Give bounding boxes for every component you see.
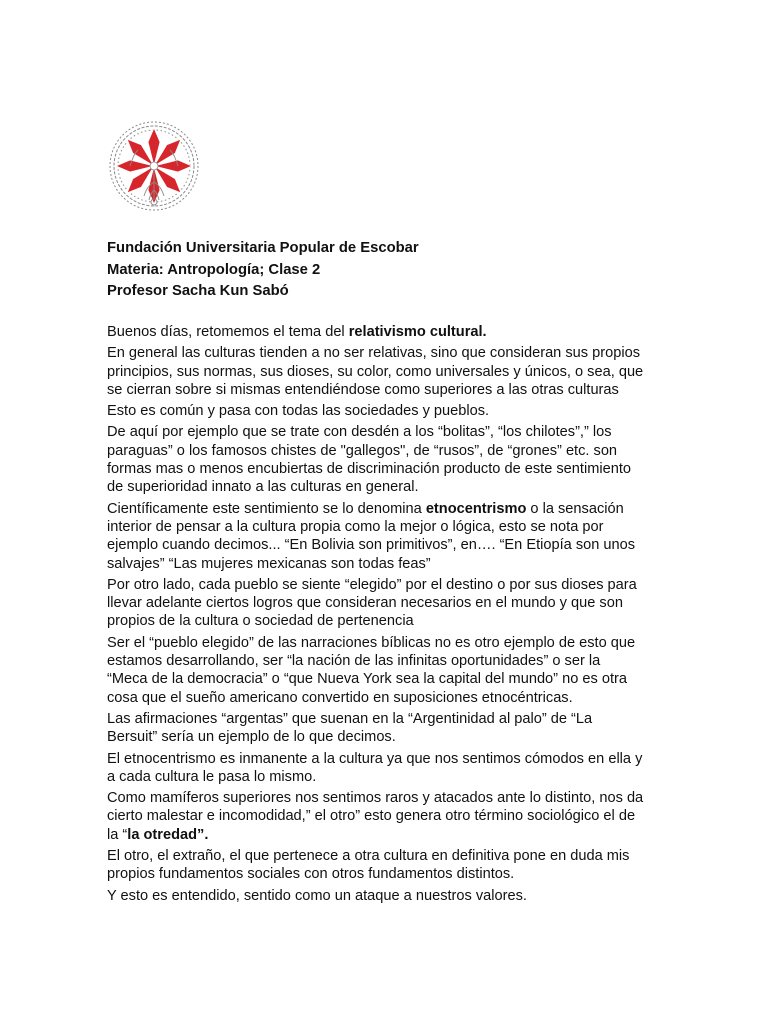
paragraph-line: cosa que el sueño americano convertido en suposiciones etnocéntricas. — [107, 689, 573, 706]
paragraph-11 — [107, 847, 667, 884]
document-body — [107, 323, 667, 908]
paragraph-line: propios fundamentos sociales con otros fundamentos distintos. — [107, 866, 515, 883]
paragraph-3 — [107, 402, 667, 420]
paragraph-7 — [107, 634, 667, 707]
paragraph-line: a cada cultura le pasa lo mismo. — [107, 768, 317, 785]
professor-line: Profesor Sacha Kun Sabó — [107, 283, 289, 299]
text-run: o la sensación — [526, 500, 624, 517]
paragraph-line: El etnocentrismo es inmanente a la cultura ya que nos sentimos cómodos en ella y — [107, 750, 643, 767]
paragraph-line: de superioridad innato a las culturas en general. — [107, 479, 419, 496]
paragraph-line: Las afirmaciones “argentas” que suenan en la “Argentinidad al palo” de “La — [107, 710, 593, 727]
bold-term: relativismo cultural. — [348, 324, 487, 340]
text-run: la “ — [107, 826, 128, 843]
paragraph-4 — [107, 423, 667, 496]
paragraph-line — [107, 500, 667, 518]
text-run: Buenos días, retomemos el tema del — [107, 324, 349, 340]
bold-term: etnocentrismo — [425, 500, 527, 517]
subject-line: Materia: Antropología; Clase 2 — [107, 261, 321, 278]
paragraph-line: formas mas o menos encubiertas de discriminación producto de este sentimiento — [107, 461, 632, 478]
paragraph-line: Bersuit” sería un ejemplo de lo que decimos. — [107, 729, 396, 746]
paragraph-10 — [107, 789, 667, 844]
paragraph-line: ejemplo cuando decimos... “En Bolivia son primitivos”, en…. “En Etiopía son unos — [107, 537, 636, 554]
paragraph-line: interior de pensar a la cultura propia como la mejor o lógica, esto se nota por — [107, 518, 604, 535]
document-header — [107, 238, 667, 303]
paragraph-line: llevar adelante ciertos logros que consideran necesarios en el mundo y que son — [107, 595, 623, 612]
paragraph-8 — [107, 710, 667, 747]
paragraph-9 — [107, 750, 667, 787]
paragraph-6 — [107, 576, 667, 631]
red-star-flower-emblem-icon — [108, 120, 200, 212]
paragraph-line: se cierran sobre si mismas entendiéndose como superiores a las otras culturas — [107, 381, 619, 398]
paragraph-line: estamos desarrollando, ser “la nación de las infinitas oportunidades” o ser la — [107, 653, 601, 670]
paragraph-line — [107, 826, 667, 844]
paragraph-line: Ser el “pueblo elegido” de las narraciones bíblicas no es otro ejemplo de esto que — [107, 634, 636, 651]
paragraph-1 — [107, 323, 667, 341]
paragraph-line: Como mamíferos superiores nos sentimos raros y atacados ante lo distinto, nos da — [107, 790, 644, 807]
paragraph-line: salvajes” “Las mujeres mexicanas son todas feas” — [107, 555, 431, 572]
paragraph-line: El otro, el extraño, el que pertenece a otra cultura en definitiva pone en duda mis — [107, 848, 630, 865]
paragraph-line: cierto malestar e incomodidad,” el otro” esto genera otro término sociológico el de — [107, 808, 636, 825]
paragraph-line: paraguas” o los famosos chistes de "gallegos", de “rusos”, de “grones” etc. son — [107, 442, 618, 459]
paragraph-line — [107, 323, 667, 341]
paragraph-line: “Meca de la democracia” o “que Nueva York sea la capital del mundo” no es otra — [107, 671, 627, 688]
paragraph-line: propios de la cultura o sociedad de pertenencia — [107, 613, 414, 630]
paragraph-line: Esto es común y pasa con todas las sociedades y pueblos. — [107, 403, 490, 420]
text-run: Científicamente este sentimiento se lo denomina — [107, 500, 426, 517]
paragraph-line: principios, sus normas, sus dioses, su color, como universales y únicos, o sea, que — [107, 363, 644, 380]
paragraph-line: De aquí por ejemplo que se trate con desdén a los “bolitas”, “los chilotes”,” los — [107, 424, 612, 441]
paragraph-line: En general las culturas tienden a no ser relativas, sino que consideran sus propios — [107, 345, 640, 362]
paragraph-line: Y esto es entendido, sentido como un ataque a nuestros valores. — [107, 887, 527, 904]
bold-term: la otredad”. — [127, 826, 209, 843]
paragraph-5 — [107, 500, 667, 573]
paragraph-line: Por otro lado, cada pueblo se siente “elegido” por el destino o por sus dioses para — [107, 576, 637, 593]
paragraph-2 — [107, 344, 667, 399]
paragraph-12 — [107, 887, 667, 905]
institution-logo-icon — [108, 120, 200, 212]
institution-name: Fundación Universitaria Popular de Escobar — [107, 240, 419, 256]
